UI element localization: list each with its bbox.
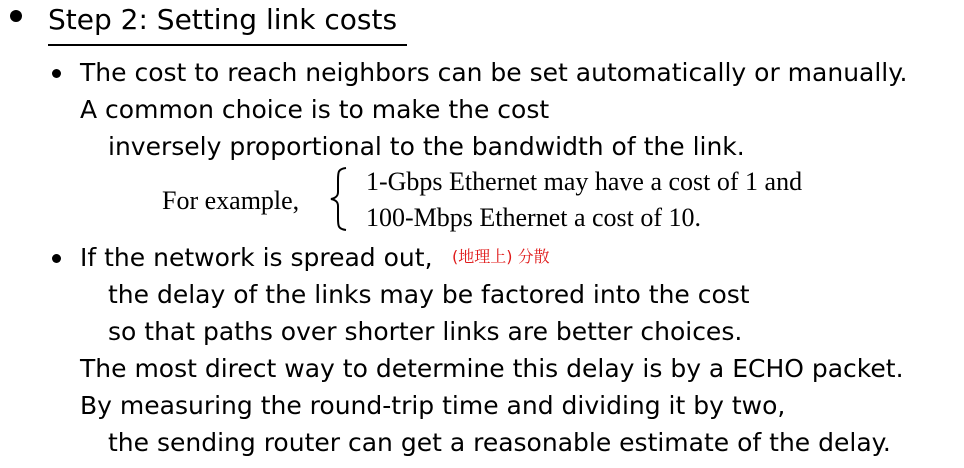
example-line2: 100-Mbps Ethernet a cost of 10.: [366, 203, 702, 232]
sub-bullet-2: [52, 254, 61, 263]
bullet2-line5: By measuring the round-trip time and dividing it by two,: [80, 391, 786, 420]
bullet2-line2: the delay of the links may be factored into the cost: [108, 280, 750, 309]
bullet2-line1: If the network is spread out,: [80, 243, 433, 272]
curly-brace-icon: [328, 166, 350, 232]
bullet2-line3: so that paths over shorter links are better choices.: [108, 317, 743, 346]
bullet1-line2: A common choice is to make the cost: [80, 95, 550, 124]
sub-bullet-1: [52, 69, 61, 78]
example-line1: 1-Gbps Ethernet may have a cost of 1 and: [366, 167, 803, 196]
section-heading: Step 2: Setting link costs: [48, 3, 398, 36]
example-label: For example,: [162, 186, 300, 215]
heading-underline: [48, 44, 407, 46]
bullet1-line1: The cost to reach neighbors can be set automatically or manually.: [80, 58, 908, 87]
main-bullet: [10, 10, 22, 22]
red-annotation: (地理上) 分散: [452, 247, 550, 266]
bullet2-line4: The most direct way to determine this delay is by a ECHO packet.: [80, 354, 904, 383]
bullet1-line3: inversely proportional to the bandwidth of the link.: [108, 132, 745, 161]
bullet2-line6: the sending router can get a reasonable estimate of the delay.: [108, 428, 891, 457]
